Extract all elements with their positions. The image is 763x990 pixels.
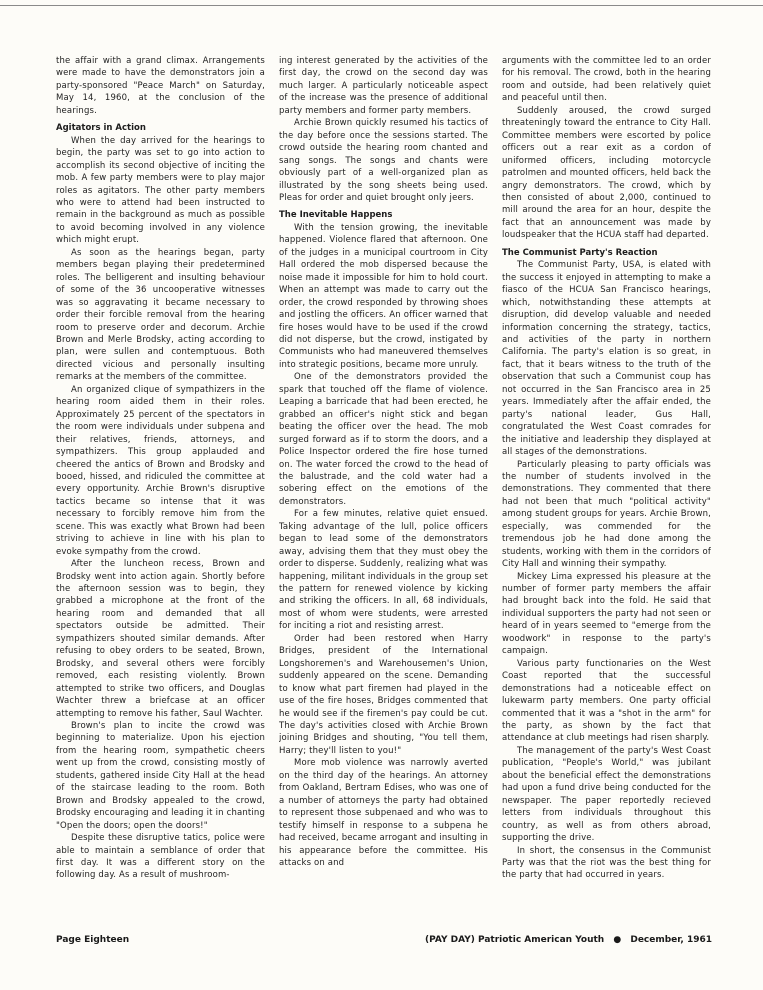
top-rule xyxy=(0,5,763,6)
bullet-separator: ● xyxy=(613,935,622,945)
paragraph: the affair with a grand climax. Arrangements were made to have the demonstrators join a party-sponsored "Peace March" on Saturday, May 14, 1960, at the conclusion of the hearings. xyxy=(56,56,265,116)
paragraph: Mickey Lima expressed his pleasure at the number of former party members the affair had brought back into the fold. He said that individual supporters the party had not seen or heard of in years seemed to "emerge from the woodwork" in response to the party's campaign. xyxy=(502,571,711,657)
column-3 xyxy=(502,55,711,931)
paragraph: More mob violence was narrowly averted on the third day of the hearings. An attorney from Oakland, Bertram Edises, who was one of a number of attorneys the party had obtained to represent those subpenaed and who was to testify himself in response to a subpena he had received, became arrogant and insulting in his appearance before the committee. His attacks on and xyxy=(279,758,488,868)
issue-date: December, 1961 xyxy=(630,935,712,945)
paragraph: Suddenly aroused, the crowd surged threateningly toward the entrance to City Hall. Committee members were escorted by police officers out a rear exit as a cordon of uniformed officers, including motorcycle patrolmen and mounted officers, held back the angry demonstrators. The crowd, which by then consisted of about 2,000, continued to mill around the area for an hour, despite the fact that an announcement was made by loudspeaker that the HCUA staff had departed. xyxy=(502,105,711,241)
paragraph: Despite these disruptive tatics, police were able to maintain a semblance of order that first day. It was a different story on the following day. As a result of mushroom- xyxy=(56,833,265,881)
paragraph: Archie Brown quickly resumed his tactics of the day before once the sessions started. The crowd outside the hearing room chanted and sang songs. The songs and chants were obviously part of a well-organized plan as illustrated by the song sheets being used. Pleas for order and quiet brought only jeers. xyxy=(279,118,488,203)
paragraph: The management of the party's West Coast publication, "People's World," was jubilant about the beneficial effect the demonstrations had upon a fund drive being conducted for the newspaper. The paper reportedly recieved letters from individuals throughout this country, as well as from others abroad, supporting the drive. xyxy=(502,745,711,844)
column-2 xyxy=(279,55,488,931)
page-number: Page Eighteen xyxy=(56,935,130,945)
article-body xyxy=(56,55,712,931)
paragraph: With the tension growing, the inevitable happened. Violence flared that afternoon. One of the judges in a municipal courtroom in City Hall ordered the mob dispersed because the noise made it impossible for him to hold court. When an attempt was made to carry out the order, the crowd responded by throwing shoes and jostling the officers. An officer warned that fire hoses would have to be used if the crowd did not disperse, but the crowd, instigated by Communists who had maneuvered themselves into strategic positions, became more unruly. xyxy=(279,222,488,370)
paragraph: Order had been restored when Harry Bridges, president of the International Longshoremen's and Warehousemen's Union, suddenly appeared on the scene. Demanding to know what part firemen had played in the use of the fire hoses, Bridges commented that he would see if the firemen's pay could be cut. The day's activities closed with Archie Brown joining Bridges and shouting, "You tell them, Harry; they'll listen to you!" xyxy=(279,633,488,756)
page-footer xyxy=(56,935,712,945)
paragraph: After the luncheon recess, Brown and Brodsky went into action again. Shortly before the afternoon session was to begin, they grabbed a microphone at the front of the hearing room and demanded that all spectators outside be admitted. Their sympathizers shouted similar demands. After refusing to obey orders to be seated, Brown, Brodsky, and several others were forcibly removed, each resisting violently. Brown attempted to strike two officers, and Douglas Wachter threw a briefcase at an officer attempting to remove his father, Saul Wachter. xyxy=(56,559,265,719)
paragraph: The Communist Party, USA, is elated with the success it enjoyed in attempting to make a fiasco of the HCUA San Francisco hearings, which, notwithstanding these attempts at disruption, did develop valuable and needed information concerning the strategy, tactics, and activities of the party in northern California. The party's elation is so great, in fact, that it bears witness to the truth of the observation that such a Communist coup has not occurred in the San Francisco area in 25 years. Immediately after the affair ended, the party's national leader, Gus Hall, congratulated the West Coast comrades for the initiative and leadership they displayed at all stages of the demonstrations. xyxy=(502,260,711,458)
paragraph: Brown's plan to incite the crowd was beginning to materialize. Upon his ejection from the hearing room, sympathetic cheers went up from the crowd, consisting mostly of students, gathered inside City Hall at the head of the staircase leading to the room. Both Brown and Brodsky appealed to the crowd, Brodsky encouraging and leading it in chanting "Open the doors; open the doors!" xyxy=(56,721,265,831)
paragraph: Various party functionaries on the West Coast reported that the successful demonstrations had a noticeable effect on lukewarm party members. One party official commented that it was a "shot in the arm" for the party, as shown by the fact that attendance at club meetings had risen sharply. xyxy=(502,658,711,744)
section-heading-reaction: The Communist Party's Reaction xyxy=(502,247,658,258)
footer-publication-line xyxy=(419,935,712,945)
column-1 xyxy=(56,55,265,931)
section-heading-inevitable: The Inevitable Happens xyxy=(279,210,393,221)
paragraph: In short, the consensus in the Communist Party was that the riot was the best thing for the party that had occurred in years. xyxy=(502,845,711,881)
section-heading-agitators: Agitators in Action xyxy=(56,123,146,134)
paragraph: One of the demonstrators provided the spark that touched off the flame of violence. Leaping a barricade that had been erected, he grabbed an officer's night stick and began beating the officer over the head. The mob surged forward as if to storm the doors, and a Police Inspector ordered the fire hose turned on. The water forced the crowd to the head of the balustrade, and the cold water had a sobering effect on the emotions of the demonstrators. xyxy=(279,372,488,507)
paragraph: For a few minutes, relative quiet ensued. Taking advantage of the lull, police officers began to lead some of the demonstrators away, advising them that they must obey the order to disperse. Suddenly, realizing what was happening, militant individuals in the group set the pattern for renewed violence by kicking and striking the officers. In all, 68 individuals, most of whom were students, were arrested for inciting a riot and resisting arrest. xyxy=(279,509,488,632)
paragraph: arguments with the committee led to an order for his removal. The crowd, both in the hearing room and outside, had been relatively quiet and peaceful until then. xyxy=(502,56,711,104)
paragraph: Particularly pleasing to party officials was the number of students involved in the demonstrations. They commented that there had not been that much "political activity" among student groups for years. Archie Brown, especially, was commended for the tremendous job he had done among the students, working with them in the corridors of City Hall and winning their sympathy. xyxy=(502,459,711,570)
publication-title: (PAY DAY) Patriotic American Youth xyxy=(425,935,605,945)
paragraph: ing interest generated by the activities of the first day, the crowd on the second day was much larger. A particularly noticeable aspect of the increase was the presence of additional party members and former party members. xyxy=(279,56,488,116)
paragraph: An organized clique of sympathizers in the hearing room aided them in their roles. Approximately 25 percent of the spectators in the room were individuals under subpena and their relatives, friends, attorneys, and sympathizers. This group applauded and cheered the antics of Brown and Brodsky and booed, hissed, and ridiculed the committee at every opportunity. Archie Brown's disruptive tactics became so intense that it was necessary to forcibly remove him from the scene. This was exactly what Brown had been striving to achieve in line with his plan to evoke sympathy from the crowd. xyxy=(56,384,265,557)
paragraph: As soon as the hearings began, party members began playing their predetermined roles. The belligerent and insulting behaviour of some of the 36 uncooperative witnesses was so aggravating it became necessary to order their forcible removal from the hearing room to preserve order and decorum. Archie Brown and Merle Brodsky, acting according to plan, were sullen and contemptuous. Both directed vicious and personally insulting remarks at the members of the committee. xyxy=(56,247,265,383)
paragraph: When the day arrived for the hearings to begin, the party was set to go into action to accomplish its second objective of inciting the mob. A few party members were to play major roles as agitators. The other party members who were to attend had been instructed to remain in the background as much as possible to avoid becoming involved in any violence which might erupt. xyxy=(56,135,265,246)
